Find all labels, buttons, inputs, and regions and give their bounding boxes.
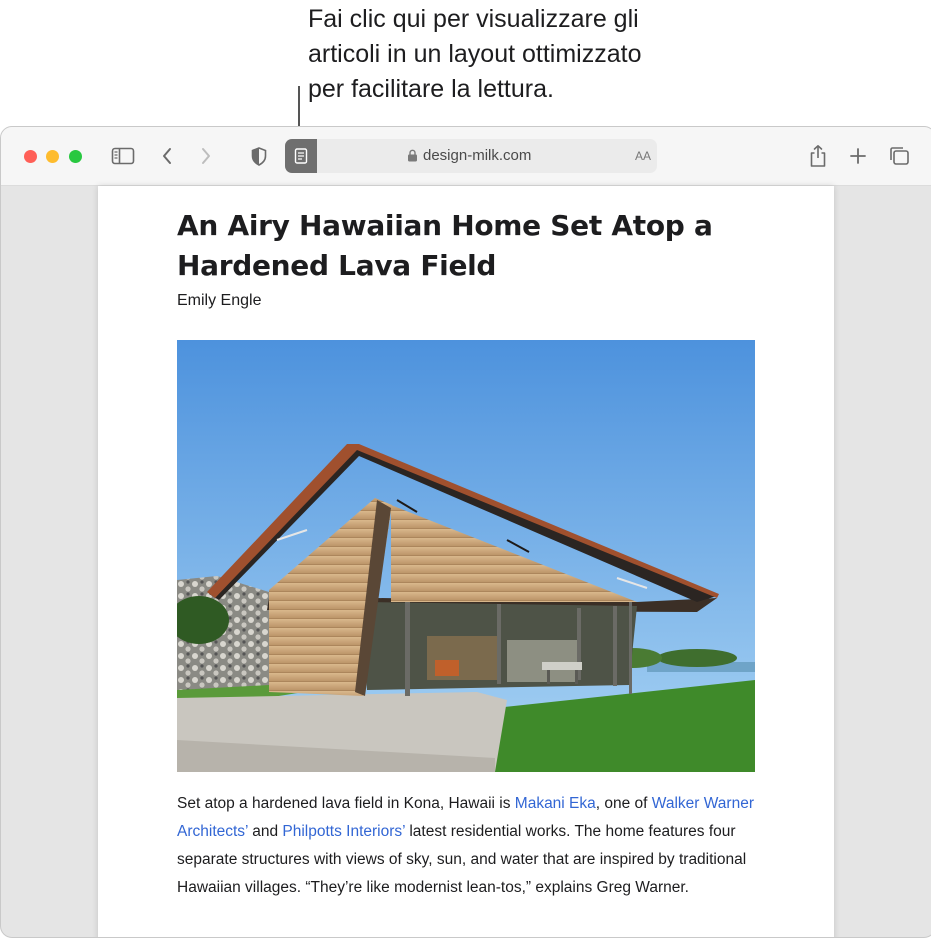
sidebar-icon[interactable] <box>110 144 136 168</box>
privacy-shield-icon[interactable] <box>249 144 269 168</box>
share-icon[interactable] <box>807 142 829 170</box>
paragraph-text-1: Set atop a hardened lava field in Kona, Hawaii is <box>177 795 515 812</box>
reader-callout <box>308 2 908 107</box>
forward-icon[interactable] <box>196 144 216 168</box>
article-author: Emily Engle <box>177 292 262 309</box>
back-icon[interactable] <box>157 144 177 168</box>
reader-icon <box>294 148 308 164</box>
toolbar <box>1 127 931 186</box>
text-size-button[interactable]: AA <box>635 149 652 163</box>
address-url <box>407 147 531 164</box>
lock-icon <box>407 149 418 162</box>
minimize-window-button[interactable] <box>46 150 59 163</box>
zoom-window-button[interactable] <box>69 150 82 163</box>
philpotts-interiors-link[interactable]: Philpotts Interiors’ <box>282 823 406 840</box>
address-text: design-milk.com <box>423 147 532 164</box>
paragraph-text-3: and <box>247 823 283 840</box>
article-paragraph <box>177 790 755 902</box>
article-title: An Airy Hawaiian Home Set Atop a Hardened Lava Field <box>177 209 713 282</box>
reader-button[interactable] <box>285 139 317 173</box>
address-bar[interactable] <box>285 139 657 173</box>
callout-line-2: articoli in un layout ottimizzato <box>308 40 642 68</box>
walker-warner-link[interactable]: Walker Warner Architects’ <box>177 795 754 840</box>
safari-window <box>0 126 931 938</box>
new-tab-icon[interactable] <box>847 144 869 168</box>
callout-line-1: Fai clic qui per visualizzare gli <box>308 5 639 33</box>
makani-eka-link[interactable]: Makani Eka <box>514 795 596 812</box>
paragraph-text-2: , one of <box>595 795 652 812</box>
close-window-button[interactable] <box>24 150 37 163</box>
reader-page <box>98 186 834 938</box>
tab-overview-icon[interactable] <box>887 144 911 168</box>
paragraph-text-4: latest residential works. The home features four separate structures with views of sky, sun, and water that are inspired by traditional Hawaiian villages. “They’re like modernist lean-tos,” explains Greg Warner. <box>177 823 747 896</box>
callout-line-3: per facilitare la lettura. <box>308 75 554 103</box>
article-hero-image <box>177 340 755 772</box>
